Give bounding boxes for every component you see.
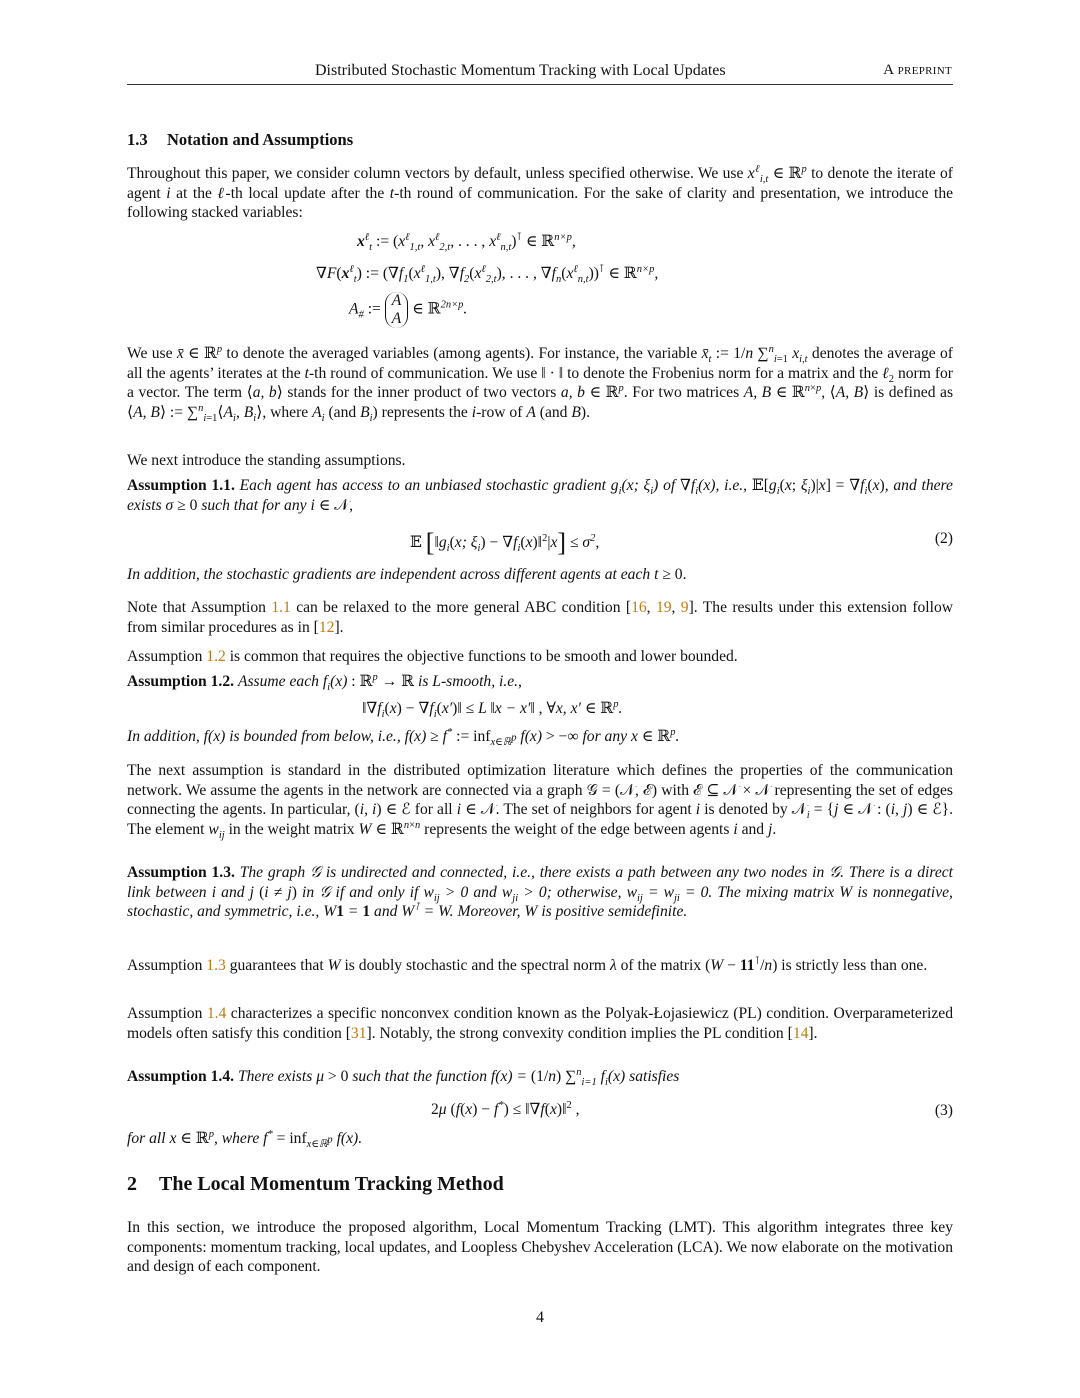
equation-stacked-gradient: $\nabla F(x^\ell_t)$ := ($\nabla f_1(x^\ell_{1,t})$, $\nabla f_2(x^\ell_{2,t})$, . . . , $\nabla f_n(x^\ell_{n,t}))^⊺$ ∈ ℝ$^{n\times p}$, [316, 263, 659, 286]
assumption-1-1: Assumption 1.1. Each agent has access to an unbiased stochastic gradient $g_i(x$; $\xi_i$) of $\nabla f_i(x)$, i.e., $𝔼[g_i(x$; $\xi_i)|x] = \nabla f_i(x)$, and there exists σ ≥ 0 such that for any i ∈ 𝒩, [127, 477, 953, 514]
assumption-1-4-continued: for all x ∈ ℝ$^p$, where f* = inf$_{x\in ℝ^p}$ f(x). [127, 1128, 363, 1151]
header-rule [127, 84, 953, 85]
assumption-1-4: Assumption 1.4. There exists μ > 0 such that the function f(x) = (1/n) ∑$^n_{i=1}$ $f_i(x)$ satisfies [127, 1066, 680, 1089]
paragraph-standing: We next introduce the standing assumptions. [127, 452, 406, 469]
section-number: 2 [127, 1173, 137, 1195]
section-title: Notation and Assumptions [167, 130, 354, 149]
equation-number-3: (3) [934, 1102, 953, 1119]
paragraph-smooth: Assumption 1.2 is common that requires the objective functions to be smooth and lower bounded. [127, 648, 738, 665]
paragraph-1-3-note: Assumption 1.3 guarantees that W is doubly stochastic and the spectral norm λ of the matrix (W − 11⊺/n) is strictly less than one. [127, 955, 928, 974]
citation-31[interactable]: 31 [350, 1024, 367, 1042]
equation-lipschitz: $‖\nabla f_i(x)$ − $\nabla f_i(x')‖ \le L$ ‖x − x′‖ , ∀x, x′ ∈ ℝ$^p$. [362, 698, 623, 721]
running-header-label: A preprint [883, 62, 952, 78]
equation-stacked-A: $A_{\#}$ := A A ∈ ℝ$^{2n\times p}$. [349, 292, 468, 327]
section-number: 1.3 [127, 130, 148, 149]
assumption-1-2: Assumption 1.2. Assume each $f_i(x)$ : ℝ$^p$ → ℝ is L-smooth, i.e., [127, 671, 522, 694]
ref-assumption-1-4[interactable]: 1.4 [206, 1005, 227, 1022]
assumption-1-2-continued: In addition, f(x) is bounded from below, i.e., f(x) ≥ f* := inf$_{x\in ℝ^p}$ f(x) > −∞ for any x ∈ ℝ$^p$. [127, 726, 680, 749]
paragraph-averaged: We use x̄ ∈ ℝ$^p$ to denote the averaged variables (among agents). For instance, the variable $x̄_t$ := 1/n ∑$^n_{i=1}$ $x_{i,t}$ denotes the average of all the agents’ iterates at the t-th round of communication. We use ‖ · ‖ to denote the Frobenius norm for a matrix and the ℓ$_2$ norm for a vector. The term ⟨a, b⟩ stands for the inner product of two vectors a, b ∈ ℝ$^p$. For two matrices A, B ∈ ℝ$^{n\times p}$, ⟨A, B⟩ is defined as ⟨A, B⟩ := $\sum^n_{i=1}⟨A_i$, $B_i⟩$, where $A_i$ (and $B_i$) represents the i-row of A (and B). [127, 343, 954, 424]
running-header-title: Distributed Stochastic Momentum Tracking with Local Updates [315, 62, 726, 79]
equation-stacked-x: $x^\ell_t$ := ($x^\ell_{1,t}$, $x^\ell_{2,t}$, . . . , $x^\ell_{n,t})^⊺$ ∈ ℝ$^{n\times p}$, [357, 231, 576, 254]
equation-variance-bound: 𝔼 [$‖g_i(x$; $\xi_i$) − $\nabla f_i(x)‖^2|x] \le \sigma^2$, [410, 528, 600, 557]
paragraph-pl-condition: Assumption 1.4 characterizes a specific nonconvex condition known as the Polyak-Łojasiewicz (PL) condition. Overparameterized models often satisfy this condition [31]. Notably, the strong convexity condition implies the PL condition [14]. [127, 1005, 953, 1042]
citation-12[interactable]: 12 [318, 618, 335, 636]
paragraph-section-2: In this section, we introduce the proposed algorithm, Local Momentum Tracking (LMT). This algorithm integrates three key components: momentum tracking, local updates, and Loopless Chebyshev Acceleration (LCA). We now elaborate on the motivation and design of each component. [127, 1219, 953, 1276]
paragraph-graph: The next assumption is standard in the distributed optimization literature which defines the properties of the communication network. We assume the agents in the network are connected via a graph 𝒢 = (𝒩, ℰ) with ℰ ⊆ 𝒩 × 𝒩 representing the set of edges connecting the agents. In particular, (i, i) ∈ ℰ for all i ∈ 𝒩. The set of neighbors for agent i is denoted by 𝒩$_i$ = {j ∈ 𝒩 : (i, j) ∈ ℰ}. The element $w_{ij}$ in the weight matrix W ∈ ℝ$^{n\times n}$ represents the weight of the edge between agents i and j. [127, 762, 954, 841]
ref-assumption-1-1[interactable]: 1.1 [271, 599, 291, 616]
citation-9[interactable]: 9 [680, 599, 689, 616]
page-number: 4 [536, 1309, 544, 1326]
assumption-1-1-continued: In addition, the stochastic gradients are independent across different agents at each t ≥ 0. [127, 566, 687, 583]
section-heading-1-3 [127, 130, 353, 150]
equation-pl: 2μ (f(x) − f*) ≤ ‖∇f(x)‖$^2$ , [431, 1099, 580, 1118]
ref-assumption-1-2[interactable]: 1.2 [206, 648, 226, 665]
citation-16[interactable]: 16 [631, 599, 647, 616]
paragraph-abc: Note that Assumption 1.1 can be relaxed to the more general ABC condition [16, 19, 9]. The results under this extension follow from similar procedures as in [12]. [127, 599, 954, 636]
section-heading-2 [127, 1173, 504, 1196]
assumption-1-3: Assumption 1.3. The graph 𝒢 is undirected and connected, i.e., there exists a path between any two nodes in 𝒢. There is a direct link between i and j (i ≠ j) in 𝒢 if and only if $w_{ij} > 0$ and $w_{ji} > 0$; otherwise, $w_{ij} = w_{ji} = 0$. The mixing matrix W is nonnegative, stochastic, and symmetric, i.e., W1 = 1 and W⊺ = W. Moreover, W is positive semidefinite. [127, 864, 953, 921]
equation-number-2: (2) [934, 530, 953, 547]
section-title: The Local Momentum Tracking Method [159, 1173, 504, 1195]
citation-19[interactable]: 19 [655, 599, 672, 616]
ref-assumption-1-3[interactable]: 1.3 [206, 957, 226, 974]
paragraph-intro: Throughout this paper, we consider column vectors by default, unless specified otherwise. We use $x^\ell_{i,t}$ ∈ ℝ$^p$ to denote the iterate of agent i at the ℓ-th local update after the t-th round of communication. For the sake of clarity and presentation, we introduce the following stacked variables: [127, 163, 954, 222]
citation-14[interactable]: 14 [792, 1024, 809, 1042]
